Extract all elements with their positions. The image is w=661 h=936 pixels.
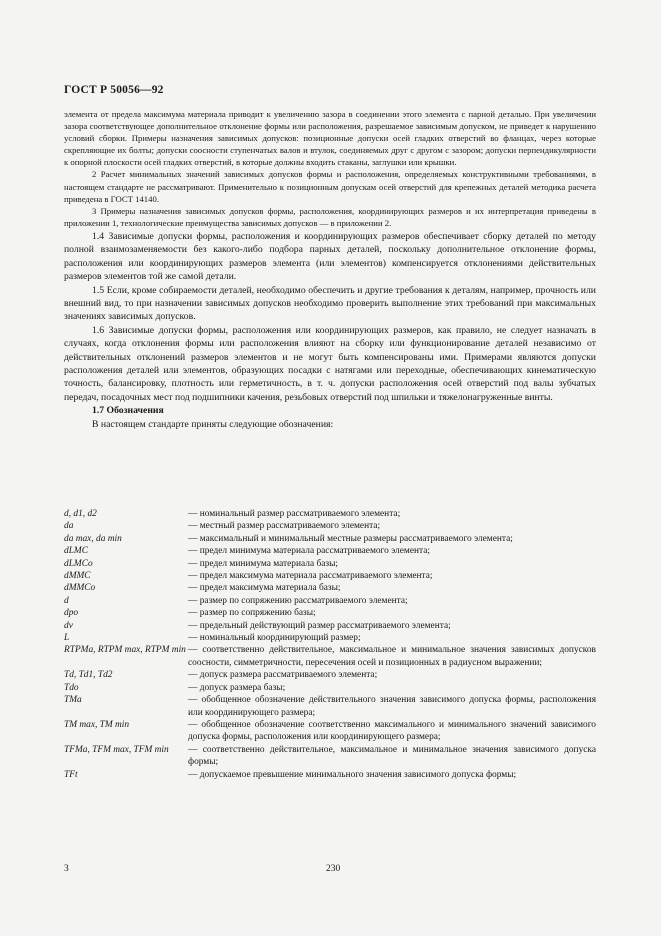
symbol-row (64, 508, 596, 520)
symbol-row (64, 669, 596, 681)
symbol: RTPMa, RTPM max, RTPM min (64, 645, 186, 656)
symbol-row (64, 632, 596, 644)
symbol-row (64, 719, 596, 744)
symbol-row (64, 620, 596, 632)
symbol: L (64, 633, 70, 644)
symbol: da max, da min (64, 533, 122, 544)
symbol-row (64, 682, 596, 694)
symbol-desc: — предел минимума материала базы; (188, 558, 338, 569)
paragraph-1: элемента от предела максимума материала приводит к увеличению зазора в соединении этого элемента с парной деталью. При увеличении зазора соответствующее дополнительное отклонение формы или расположения, разрешаемое зависимым допуском, не приведет к нарушению условий сборки. Примеры назначения зависимых допусков: позиционные допуски осей гладких отверстий во фланцах, через которые скрепляющие их болты; допуски соосности ступенчатых валов и втулок, соединяемых друг с другом с зазором; допуски перпендикулярности к опорной плоскости осей гладких отверстий, в которые должны входить стаканы, заглушки или крышки. (64, 109, 596, 168)
symbol-desc: — допуск размера базы; (188, 682, 286, 693)
symbol: dv (64, 620, 73, 631)
page-counter: 230 (326, 864, 341, 874)
symbol-desc: — обобщенное обозначение действительного значения зависимого допуска формы, расположения или координирующего размера; (188, 695, 596, 718)
clause-1-4: 1.4 Зависимые допуски формы, расположения и координирующих размеров обеспечивает сборку деталей по методу полной взаимозаменяемости без какого-либо подбора парных деталей, поскольку дополнительное отклонение формы, расположения или координирующих размеров элемента (или элементов) компенсируется отклонениями действительных размеров элементов той же самой детали. (64, 230, 596, 283)
symbol-row (64, 558, 596, 570)
symbol: dpo (64, 608, 79, 619)
symbol: dLMC (64, 546, 88, 557)
symbol-desc: — местный размер рассматриваемого элемента; (188, 521, 381, 532)
symbol: dMMC (64, 571, 91, 582)
clause-1-6: 1.6 Зависимые допуски формы, расположения или координирующих размеров, как правило, не следует назначать в случаях, когда отклонения формы или расположения влияют на сборку или функционирование деталей независимо от действительных отклонений размеров элементов и не могут быть компенсированы ими. Примерами являются допуски расположения деталей или элементов, образующих посадки с натягами или переходные, обеспечивающих кинематическую точность, балансировку, плотность или герметичность, в т. ч. допуски расположения осей отверстий под валы зубчатых передач, посадочных мест под подшипники качения, резьбовых отверстий под шпильки и тяжелонагруженные винты. (64, 324, 596, 403)
symbol-row (64, 694, 596, 719)
symbol-row (64, 545, 596, 557)
symbol-desc: — допускаемое превышение минимального значения зависимого допуска формы; (188, 769, 517, 780)
symbol-desc: — допуск размера рассматриваемого элемента; (188, 670, 378, 681)
symbol-desc: — соответственно действительное, максимальное и минимальное значения зависимых допусков соосности, симметричности, пересечения осей и позиционных в радиусном выражении; (188, 645, 596, 668)
symbol: TFMa, TFM max, TFM min (64, 744, 169, 755)
symbol: d, d1, d2 (64, 509, 97, 519)
symbol-row (64, 607, 596, 619)
symbol: d (64, 595, 69, 606)
symbol: Td, Td1, Td2 (64, 670, 113, 681)
symbol-desc: — размер по сопряжению рассматриваемого элемента; (188, 595, 408, 606)
symbol-desc: — соответственно действительное, максимальное и минимальное значения зависимого допуска формы; (188, 744, 596, 768)
page-number: 3 (64, 864, 69, 874)
symbol: da (64, 521, 74, 532)
symbol-row (64, 595, 596, 607)
symbol: dLMCo (64, 558, 93, 569)
symbol: dMMCo (64, 583, 96, 594)
symbol-desc: — размер по сопряжению базы; (188, 608, 316, 619)
symbol: Tdo (64, 682, 79, 693)
note-3: 3 Примеры назначения зависимых допусков формы, расположения, координирующих размеров и их интерпретация приведены в приложении 1, технологические преимущества зависимых допусков — в приложении 2. (64, 205, 596, 228)
symbol-desc: — предел минимума материала рассматриваемого элемента; (188, 546, 430, 557)
symbol-desc: — номинальный координирующий размер; (188, 633, 361, 644)
symbols-list (64, 508, 596, 781)
section-title: 1.7 Обозначения (92, 405, 164, 417)
symbol-desc: — предел максимума материала рассматриваемого элемента; (188, 571, 433, 582)
symbol-row (64, 744, 596, 769)
symbol: TM max, TM min (64, 719, 130, 730)
section-intro: В настоящем стандарте приняты следующие обозначения: (92, 418, 334, 430)
symbol-desc: — обобщенное обозначение соответственно максимального и минимального значений зависимого допуска формы, расположения или координирующего размера; (188, 719, 596, 743)
symbol-row (64, 520, 596, 532)
symbol: TMa (64, 695, 82, 706)
symbol-row (64, 644, 596, 669)
symbol-row (64, 533, 596, 545)
document-body (64, 108, 596, 431)
symbol-desc: — предельный действующий размер рассматриваемого элемента; (188, 620, 451, 631)
note-2: 2 Расчет минимальных значений зависимых допусков формы и расположения, определяемых конструктивными требованиями, в настоящем стандарте не рассматривают. Применительно к позиционным допускам осей отверстий для крепежных деталей методика расчета приведена в ГОСТ 14140. (64, 169, 596, 204)
symbol-row (64, 570, 596, 582)
symbol-desc: — номинальный размер рассматриваемого элемента; (188, 509, 401, 519)
symbol: TFt (64, 769, 78, 780)
symbol-row (64, 769, 596, 781)
symbol-row (64, 582, 596, 594)
clause-1-5: 1.5 Если, кроме собираемости деталей, необходимо обеспечить и другие требования к деталям, например, прочность или внешний вид, то при назначении зависимых допусков необходимо проверить выполнение этих требований при максимальных значениях зависимых допусков. (64, 284, 596, 323)
symbol-desc: — предел максимума материала базы; (188, 583, 341, 594)
page-header: ГОСТ Р 50056—92 (64, 84, 164, 96)
symbol-desc: — максимальный и минимальный местные размеры рассматриваемого элемента; (188, 533, 513, 544)
